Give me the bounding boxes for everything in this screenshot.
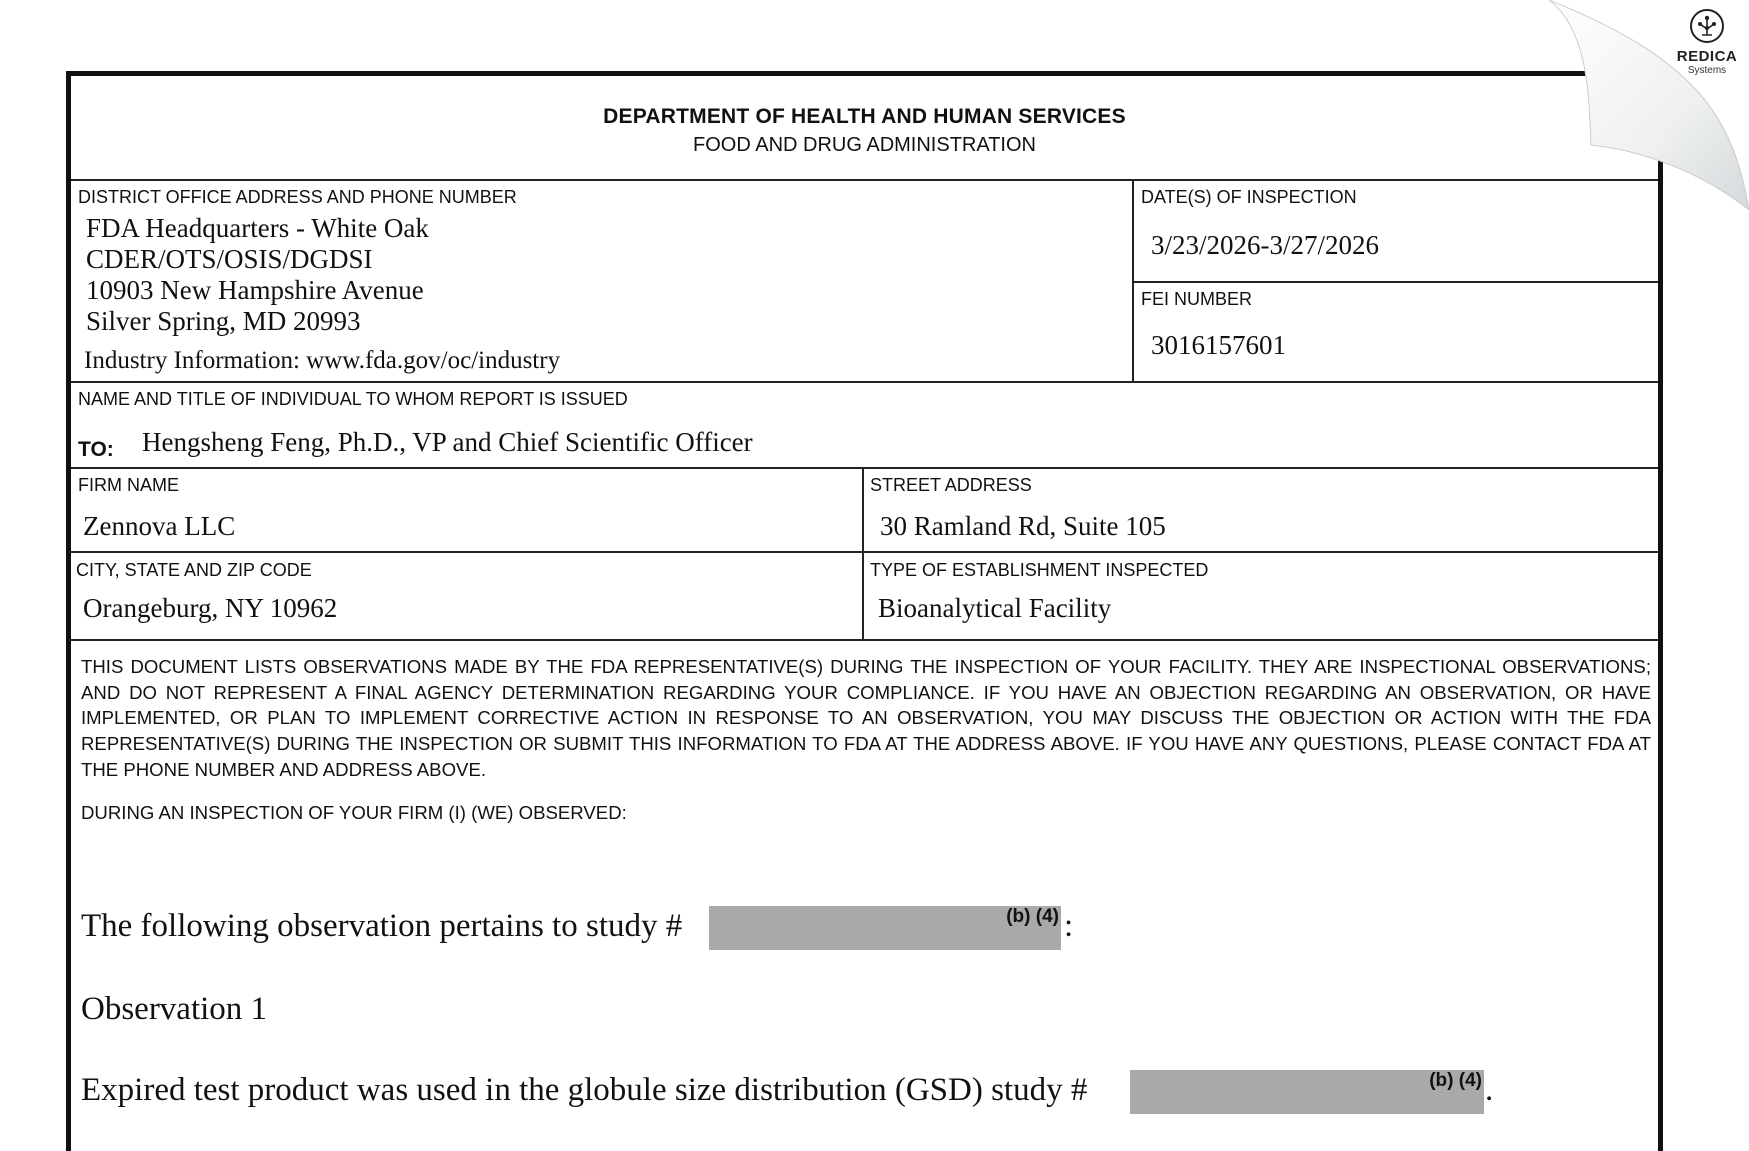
observation-line-suffix: . xyxy=(1485,1072,1494,1108)
agency-subtitle: FOOD AND DRUG ADMINISTRATION xyxy=(693,134,1036,156)
divider xyxy=(71,179,1658,181)
study-line xyxy=(81,908,682,945)
study-line-text: The following observation pertains to study # xyxy=(81,908,683,944)
inspection-dates-value: 3/23/2026-3/27/2026 xyxy=(1151,230,1379,260)
divider xyxy=(1132,179,1134,381)
divider xyxy=(1132,281,1658,283)
industry-info: Industry Information: www.fda.gov/oc/industry xyxy=(84,347,561,374)
street-value: 30 Ramland Rd, Suite 105 xyxy=(880,511,1166,541)
firm-label: FIRM NAME xyxy=(78,475,179,495)
district-line-4: Silver Spring, MD 20993 xyxy=(86,306,361,336)
establishment-value: Bioanalytical Facility xyxy=(878,593,1112,623)
divider xyxy=(71,551,1658,553)
district-line-3: 10903 New Hampshire Avenue xyxy=(86,275,424,305)
city-value: Orangeburg, NY 10962 xyxy=(83,593,338,623)
inspection-dates-label: DATE(S) OF INSPECTION xyxy=(1141,187,1357,207)
divider xyxy=(71,381,1658,383)
badge-subtitle: Systems xyxy=(1687,65,1727,76)
redaction-box xyxy=(1130,1070,1484,1114)
redaction-box xyxy=(709,906,1061,950)
observation-line: Expired test product was used in the globule size distribution (GSD) study # xyxy=(81,1072,1088,1108)
disclaimer-notice: THIS DOCUMENT LISTS OBSERVATIONS MADE BY THE FDA REPRESENTATIVE(S) DURING THE INSPECTION OF YOUR FACILITY. THEY ARE INSPECTIONAL OBSERVATIONS; AND DO NOT REPRESENT A FINAL AGENCY DETERMINATION REGARDING YOUR COMPLIANCE. IF YOU HAVE AN OBJECTION REGARDING AN OBSERVATION, OR HAVE IMPLEMENTED, OR PLAN TO IMPLEMENT CORRECTIVE ACTION IN RESPONSE TO AN OBSERVATION, YOU MAY DISCUSS THE OBJECTION OR ACTION WITH THE FDA REPRESENTATIVE(S) DURING THE INSPECTION OR SUBMIT THIS INFORMATION TO FDA AT THE ADDRESS ABOVE. IF YOU HAVE ANY QUESTIONS, PLEASE CONTACT FDA AT THE PHONE NUMBER AND ADDRESS ABOVE. xyxy=(81,656,1651,780)
district-line-1: FDA Headquarters - White Oak xyxy=(86,213,429,243)
observed-label: DURING AN INSPECTION OF YOUR FIRM (I) (WE) OBSERVED: xyxy=(81,802,627,823)
redica-badge xyxy=(1668,8,1746,76)
fda-483-form xyxy=(66,71,1663,1151)
fei-value: 3016157601 xyxy=(1151,330,1286,360)
badge-name: REDICA xyxy=(1676,48,1738,65)
firm-value: Zennova LLC xyxy=(83,511,236,541)
district-line-2: CDER/OTS/OSIS/DGDSI xyxy=(86,244,373,274)
divider xyxy=(862,467,864,639)
tree-network-icon xyxy=(1689,8,1725,44)
redaction-tag: (b) (4) xyxy=(1006,906,1059,927)
divider xyxy=(71,467,1658,469)
establishment-label: TYPE OF ESTABLISHMENT INSPECTED xyxy=(870,560,1209,580)
department-title: DEPARTMENT OF HEALTH AND HUMAN SERVICES xyxy=(603,105,1126,128)
to-label: TO: xyxy=(78,438,114,461)
city-label: CITY, STATE AND ZIP CODE xyxy=(76,560,312,580)
district-label: DISTRICT OFFICE ADDRESS AND PHONE NUMBER xyxy=(78,187,517,207)
recipient-value: Hengsheng Feng, Ph.D., VP and Chief Scientific Officer xyxy=(142,427,753,457)
study-line-suffix: : xyxy=(1064,908,1074,944)
observation-title: Observation 1 xyxy=(81,991,268,1027)
redaction-tag: (b) (4) xyxy=(1429,1070,1482,1091)
recipient-label: NAME AND TITLE OF INDIVIDUAL TO WHOM REPORT IS ISSUED xyxy=(78,389,628,409)
divider xyxy=(71,639,1658,641)
fei-label: FEI NUMBER xyxy=(1141,289,1253,309)
street-label: STREET ADDRESS xyxy=(870,475,1032,495)
